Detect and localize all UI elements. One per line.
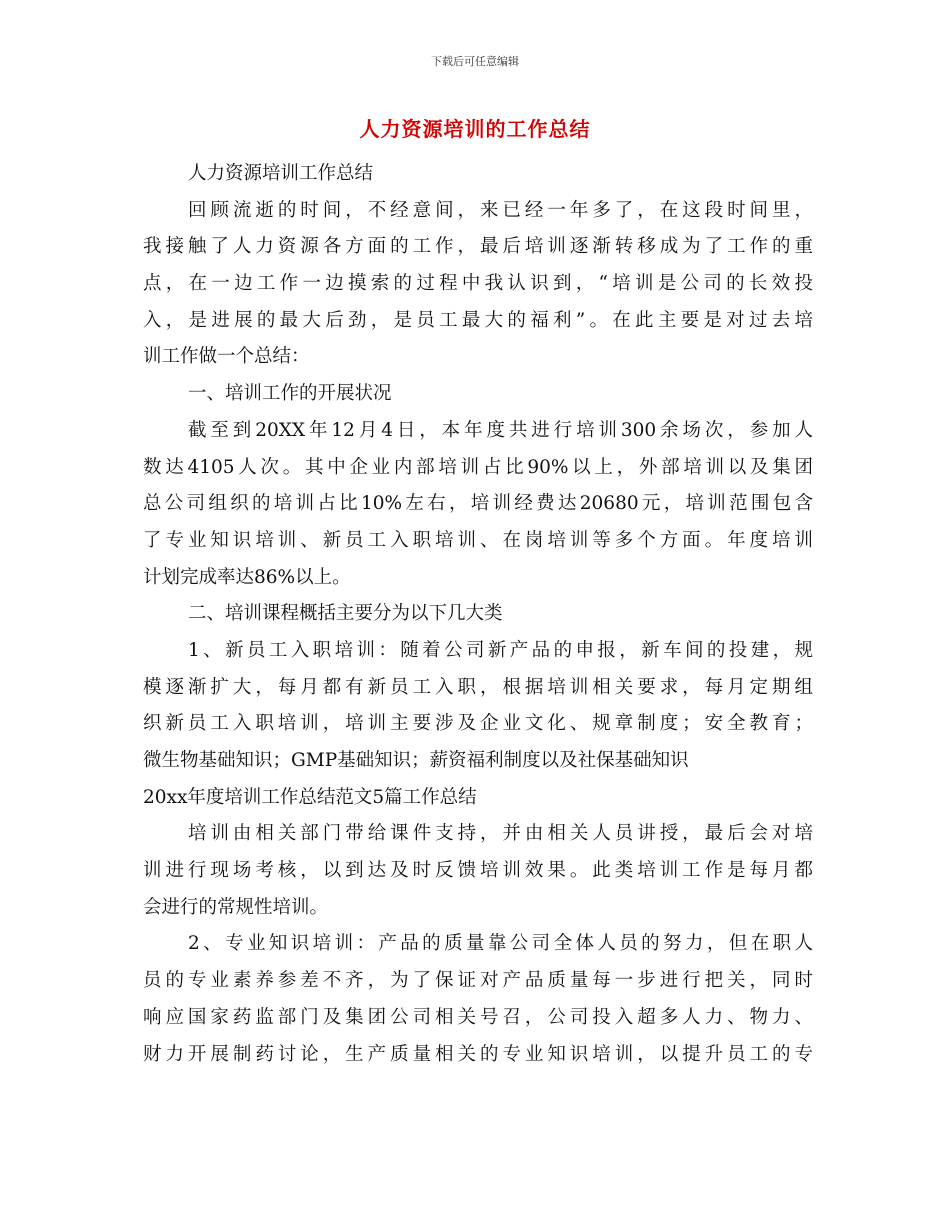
paragraph-line: 响应国家药监部门及集团公司相关号召，公司投入超多人力、物力、 <box>143 1006 813 1028</box>
paragraph-line: 总公司组织的培训占比10%左右，培训经费达20680元，培训范围包含 <box>143 493 813 515</box>
paragraph-line: 计划完成率达86%以上。 <box>143 566 351 588</box>
section-heading: 一、培训工作的开展状况 <box>188 383 392 405</box>
paragraph-line: 截至到20XX年12月4日，本年度共进行培训300余场次，参加人 <box>188 419 813 441</box>
paragraph-line: 回顾流逝的时间，不经意间，来已经一年多了，在这段时间里， <box>188 199 813 221</box>
paragraph-line: 数达4105人次。其中企业内部培训占比90%以上，外部培训以及集团 <box>143 456 813 478</box>
document-title: 人力资源培训的工作总结 <box>359 117 591 141</box>
paragraph-line: 织新员工入职培训，培训主要涉及企业文化、规章制度；安全教育； <box>143 713 813 735</box>
header-note: 下载后可任意编辑 <box>431 55 519 68</box>
paragraph-line: 财力开展制药讨论，生产质量相关的专业知识培训，以提升员工的专 <box>143 1043 813 1065</box>
paragraph-line: 了专业知识培训、新员工入职培训、在岗培训等多个方面。年度培训 <box>143 529 813 551</box>
paragraph-line: 模逐渐扩大，每月都有新员工入职，根据培训相关要求，每月定期组 <box>143 676 813 698</box>
paragraph-line: 员的专业素养参差不齐，为了保证对产品质量每一步进行把关，同时 <box>143 970 813 992</box>
paragraph-line: 1、新员工入职培训：随着公司新产品的申报，新车间的投建，规 <box>188 639 813 661</box>
paragraph-line: 训工作做一个总结： <box>143 346 310 368</box>
paragraph-line: 训进行现场考核，以到达及时反馈培训效果。此类培训工作是每月都 <box>143 860 813 882</box>
paragraph-line: 我接触了人力资源各方面的工作，最后培训逐渐转移成为了工作的重 <box>143 236 813 258</box>
paragraph-line: 人力资源培训工作总结 <box>188 163 374 184</box>
paragraph-line: 2、专业知识培训：产品的质量靠公司全体人员的努力，但在职人 <box>188 933 813 955</box>
paragraph-line: 培训由相关部门带给课件支持，并由相关人员讲授，最后会对培 <box>188 823 813 845</box>
section-heading: 二、培训课程概括主要分为以下几大类 <box>188 603 503 625</box>
paragraph-line: 会进行的常规性培训。 <box>143 896 329 918</box>
paragraph-line: 点，在一边工作一边摸索的过程中我认识到，“培训是公司的长效投 <box>143 273 813 295</box>
paragraph-line: 20xx年度培训工作总结范文5篇工作总结 <box>143 786 477 808</box>
paragraph-line: 入，是进展的最大后劲，是员工最大的福利”。在此主要是对过去培 <box>143 309 813 331</box>
paragraph-line: 微生物基础知识；GMP基础知识；薪资福利制度以及社保基础知识 <box>143 750 689 771</box>
document-body <box>143 156 813 1073</box>
